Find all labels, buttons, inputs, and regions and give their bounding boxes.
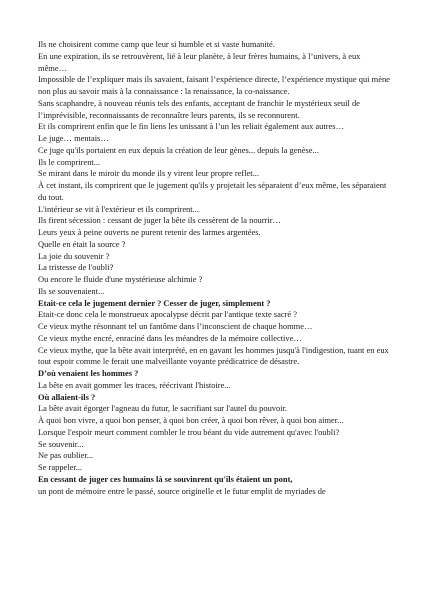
paragraph: Ou encore le fluide d'une mystérieuse alchimie ?: [38, 274, 203, 284]
paragraph: Ils se souvenaient...: [38, 285, 105, 296]
bold-paragraph: En cessant de juger ces humains là se souvinrent qu'ils étaient un pont,: [38, 473, 293, 484]
paragraph: La bête en avait gommer les traces, réécrivant l'histoire...: [38, 379, 231, 390]
paragraph: En une expiration, ils se retrouvèrent, lié à leur planète, à leur frères humains, à l’univers, à eux même…: [38, 50, 361, 73]
paragraph: Et ils comprirent enfin que le fin liens les unissant à l’un les reliait également aux autres…: [38, 121, 345, 132]
paragraph: La joie du souvenir ?: [38, 250, 110, 261]
paragraph: Le juge… mentais…: [38, 133, 109, 143]
paragraph: Etait-ce donc cela le monstrueux apocalypse décrit par l'antique texte sacré ?: [38, 309, 297, 320]
bold-paragraph: Où allaient-ils ?: [38, 391, 96, 402]
bold-paragraph: Etait-ce cela le jugement dernier ? Cesser de juger, simplement ?: [38, 297, 271, 308]
paragraph: La tristesse de l'oubli?: [38, 262, 114, 273]
paragraph: un pont de mémoire entre le passé, source originelle et le futur emplit de myriades de: [38, 485, 326, 496]
paragraph: Ce vieux mythe, que la bête avait interprété, en en gavant les hommes jusqu'à l'indigestion, tuant en eux tout espoir comme le ferait une malveillante voyante prédicatrice de désastre.: [38, 344, 389, 367]
paragraph: Se mirant dans le miroir du monde ils y virent leur propre reflet...: [38, 168, 259, 179]
paragraph: Se souvenir...: [38, 438, 84, 449]
paragraph: Ce vieux mythe résonnant tel un fantôme dans l’inconscient de chaque homme…: [38, 321, 313, 331]
paragraph: Ce juge qu'ils portaient en eux depuis la création de leur gènes... depuis la genèse...: [38, 144, 319, 155]
document-body: [38, 39, 390, 497]
paragraph: Ils firent sécession : cessant de juger la bête ils cessèrent de la nourrir…: [38, 215, 281, 226]
paragraph: Ils le comprirent...: [38, 156, 101, 167]
paragraph: Ils ne choisirent comme camp que leur si humble et si vaste humanité.: [38, 39, 275, 49]
paragraph: L'intérieur se vit à l'extérieur et ils comprirent...: [38, 203, 199, 214]
paragraph: Se rappeler...: [38, 462, 83, 472]
paragraph: Ne pas oublier...: [38, 450, 94, 461]
paragraph: Ce vieux mythe encré, enraciné dans les méandres de la mémoire collective…: [38, 332, 302, 343]
paragraph: Impossible de l’expliquer mais ils savaient, faisant l’expérience directe, l’expérience mystique qui mène non plus au savoir mais à la connaissance : la renaissance, la co-naissance.: [38, 74, 390, 96]
bold-paragraph: D’où venaient les hommes ?: [38, 368, 139, 378]
paragraph: À quoi bon vivre, a quoi bon penser, à quoi bon créer, à quoi bon rêver, à quoi bon aimer...: [38, 415, 344, 425]
paragraph: Sans scaphandre, à nouveau réunis tels des enfants, acceptant de franchir le mystérieux seuil de l’imprévisible, reconnaissants de reconnaître leurs parents, ils se reconnurent.: [38, 97, 360, 120]
paragraph: Leurs yeux à peine ouverts ne purent retenir des larmes argentées.: [38, 227, 261, 237]
paragraph: À cet instant, ils comprirent que le jugement qu'ils y projetait les séparaient d’eux même, les séparaient du tout.: [38, 180, 387, 202]
paragraph: Lorsque l'espoir meurt comment combler le trou béant du vide autrement qu'avec l'oubli?: [38, 426, 340, 437]
paragraph: La bête avait égorger l'agneau du futur, le sacrifiant sur l'autel du pouvoir.: [38, 403, 288, 414]
paragraph: Quelle en était la source ?: [38, 238, 126, 249]
